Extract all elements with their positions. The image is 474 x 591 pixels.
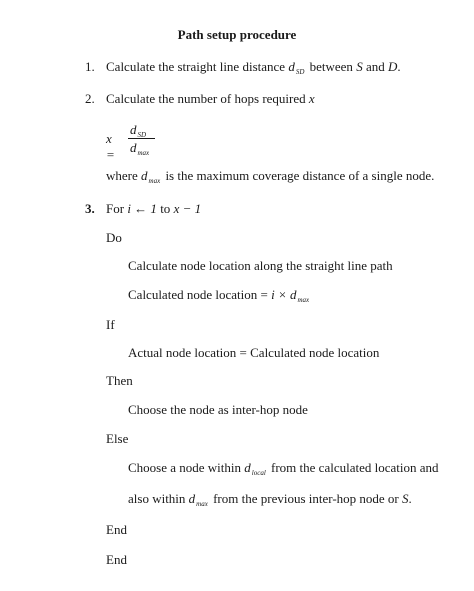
- calc-location-label: Calculated node location =: [128, 287, 272, 302]
- choose-within-sub: local: [251, 469, 266, 477]
- keyword-end-outer: End: [106, 552, 127, 567]
- step-3-label: For: [106, 201, 128, 216]
- keyword-then: Then: [106, 373, 133, 388]
- also-within-end: .: [408, 491, 412, 506]
- document-title: Path setup procedure: [177, 27, 297, 42]
- step-1-text: [106, 59, 401, 80]
- also-within-s: S: [402, 491, 409, 506]
- formula-lhs: x =: [106, 131, 115, 162]
- choose-within-part2: from the calculated location and: [267, 460, 439, 475]
- keyword-do: Do: [106, 230, 122, 245]
- formula-denominator: [130, 140, 151, 157]
- also-within-var: d: [188, 491, 196, 506]
- choose-within-part1: Choose a node within: [128, 460, 245, 475]
- where-text: [106, 168, 434, 189]
- keyword-end-inner: End: [106, 522, 127, 537]
- formula-den-var: d: [130, 140, 137, 155]
- also-within-max-text: [128, 491, 412, 512]
- formula-numerator: [130, 122, 148, 139]
- calc-location-expr: i × d: [271, 287, 297, 302]
- step-3-loop: i ← 1: [127, 201, 157, 216]
- also-within-part1: also within: [128, 491, 189, 506]
- step-1-d: D: [387, 59, 398, 74]
- where-var: d: [141, 168, 148, 183]
- step-2-text: [106, 91, 315, 107]
- step-1-end: .: [397, 59, 401, 74]
- where-sub: max: [148, 177, 161, 185]
- also-within-sub: max: [196, 500, 208, 508]
- calc-location-text: Calculate node location along the straight line path: [128, 258, 393, 273]
- choose-within-var: d: [244, 460, 251, 475]
- choose-node-text: Choose the node as inter-hop node: [128, 402, 308, 417]
- step-3-number: 3.: [85, 201, 95, 216]
- actual-location-condition: Actual node location = Calculated node location: [128, 345, 380, 360]
- keyword-if: If: [106, 317, 115, 332]
- step-1-number: 1.: [85, 59, 95, 74]
- step-1-and: and: [362, 59, 388, 74]
- also-within-part2: from the previous inter-hop node or: [209, 491, 403, 506]
- where-part1: where: [106, 168, 142, 183]
- formula-den-sub: max: [137, 149, 150, 157]
- calc-location-formula: [128, 287, 311, 308]
- step-3-to: to: [156, 201, 174, 216]
- keyword-else: Else: [106, 431, 129, 446]
- step-1-part2: between: [306, 59, 357, 74]
- step-3-text: [106, 201, 201, 217]
- step-1-sub: SD: [295, 68, 305, 76]
- fraction-bar: [128, 138, 155, 139]
- step-1-s: S: [356, 59, 363, 74]
- step-1-part1: Calculate the straight line distance: [106, 59, 289, 74]
- formula-num-var: d: [130, 122, 137, 137]
- calc-location-sub: max: [297, 296, 310, 304]
- step-2-var: x: [308, 91, 315, 106]
- step-1-var: d: [288, 59, 295, 74]
- step-3-limit: x − 1: [173, 201, 202, 216]
- step-2-number: 2.: [85, 91, 95, 106]
- where-part2: is the maximum coverage distance of a single node.: [162, 168, 435, 183]
- choose-within-local-text: [128, 460, 439, 481]
- formula-num-sub: SD: [137, 131, 147, 139]
- step-2-label: Calculate the number of hops required: [106, 91, 309, 106]
